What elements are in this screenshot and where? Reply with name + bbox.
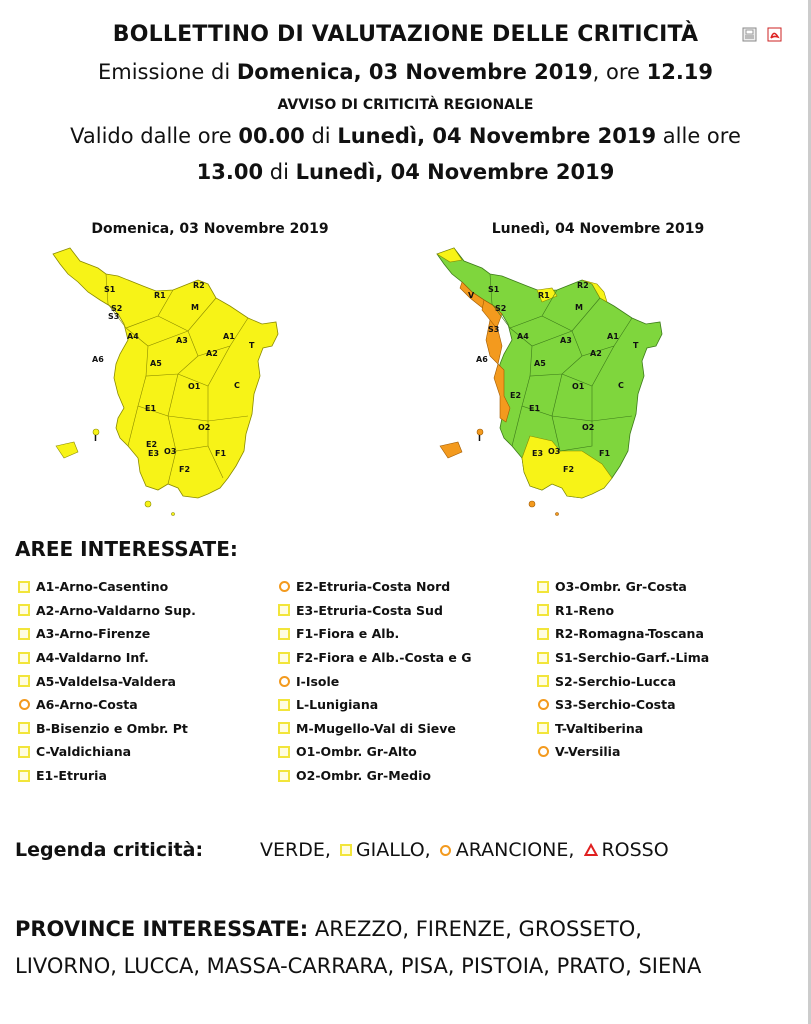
area-item-label: I-Isole — [296, 673, 340, 689]
area-item-label: C-Valdichiana — [36, 744, 132, 760]
area-item — [278, 599, 472, 623]
area-item — [18, 599, 196, 623]
area-item-label: S1-Serchio-Garf.-Lima — [555, 650, 710, 666]
svg-text:A2: A2 — [206, 349, 218, 358]
area-item — [18, 740, 196, 764]
area-item-label: O1-Ombr. Gr-Alto — [296, 744, 417, 760]
area-item — [537, 717, 709, 741]
red-triangle-icon — [584, 843, 598, 857]
pdf-icon[interactable] — [766, 26, 783, 43]
svg-text:S2: S2 — [495, 304, 507, 313]
island-giannutri — [172, 513, 175, 516]
area-item-label: A6-Arno-Costa — [36, 697, 138, 713]
yellow-square-icon — [537, 628, 549, 640]
yellow-square-icon — [278, 652, 290, 664]
area-item — [18, 693, 196, 717]
yellow-square-icon — [18, 604, 30, 616]
svg-text:S2: S2 — [111, 304, 123, 313]
svg-text:C: C — [234, 381, 240, 390]
svg-text:A6: A6 — [92, 355, 104, 364]
area-item-label: E2-Etruria-Costa Nord — [296, 579, 451, 595]
orange-circle-icon — [537, 746, 549, 758]
svg-text:S3: S3 — [108, 312, 120, 321]
area-item — [18, 622, 196, 646]
area-item — [537, 599, 709, 623]
area-item-label: A4-Valdarno Inf. — [36, 650, 149, 666]
svg-text:R2: R2 — [193, 281, 205, 290]
svg-text:S1: S1 — [488, 285, 500, 294]
svg-text:F2: F2 — [563, 465, 575, 474]
island-giannutri — [556, 513, 559, 516]
svg-text:E2: E2 — [510, 391, 522, 400]
area-item-label: V-Versilia — [555, 744, 621, 760]
svg-text:O1: O1 — [188, 382, 201, 391]
page-title: BOLLETTINO DI VALUTAZIONE DELLE CRITICITÀ — [112, 22, 699, 47]
area-item-label: A5-Valdelsa-Valdera — [36, 673, 176, 689]
area-item-label: L-Lunigiana — [296, 697, 379, 713]
svg-text:E1: E1 — [529, 404, 541, 413]
svg-text:E1: E1 — [145, 404, 157, 413]
area-item — [537, 669, 709, 693]
area-item-label: O2-Ombr. Gr-Medio — [296, 768, 431, 784]
svg-text:T: T — [249, 341, 255, 350]
emission-line: Emissione di Domenica, 03 Novembre 2019, ore 12.19 — [97, 60, 714, 84]
legend-label: Legenda criticità: — [15, 839, 204, 861]
area-item-label: E1-Etruria — [36, 768, 107, 784]
area-item-label: O3-Ombr. Gr-Costa — [555, 579, 687, 595]
svg-text:A3: A3 — [560, 336, 572, 345]
svg-text:V: V — [468, 291, 475, 300]
yellow-square-icon — [18, 770, 30, 782]
svg-text:R2: R2 — [577, 281, 589, 290]
left-map — [48, 246, 288, 521]
area-item-label: A1-Arno-Casentino — [36, 579, 169, 595]
svg-text:O2: O2 — [198, 423, 211, 432]
svg-text:A5: A5 — [150, 359, 162, 368]
area-item — [537, 740, 709, 764]
yellow-square-icon — [278, 699, 290, 711]
svg-text:F2: F2 — [179, 465, 191, 474]
validity-line-1: Valido dalle ore 00.00 di Lunedì, 04 Novembre 2019 alle ore — [70, 124, 741, 148]
orange-circle-icon — [278, 675, 290, 687]
legend-arancione: ARANCIONE, — [455, 839, 575, 861]
area-item — [278, 740, 472, 764]
orange-circle-icon — [278, 581, 290, 593]
island-elba — [56, 442, 78, 458]
area-item — [537, 693, 709, 717]
svg-text:M: M — [191, 303, 199, 312]
area-item-label: F1-Fiora e Alb. — [296, 626, 400, 642]
print-icon[interactable] — [741, 26, 758, 43]
area-item-label: A3-Arno-Firenze — [36, 626, 151, 642]
yellow-square-icon — [537, 675, 549, 687]
svg-text:E3: E3 — [148, 449, 160, 458]
area-item — [278, 669, 472, 693]
yellow-square-icon — [278, 770, 290, 782]
province-list: AREZZO, FIRENZE, GROSSETO, LIVORNO, LUCCA, MASSA-CARRARA, PISA, PISTOIA, PRATO, SIENA — [15, 917, 702, 978]
area-item — [537, 575, 709, 599]
svg-text:F1: F1 — [599, 449, 611, 458]
area-item-label: R1-Reno — [555, 602, 615, 618]
svg-text:I: I — [478, 434, 481, 443]
yellow-square-icon — [278, 722, 290, 734]
svg-text:S1: S1 — [104, 285, 116, 294]
yellow-square-icon — [278, 746, 290, 758]
svg-text:O3: O3 — [548, 447, 561, 456]
area-item — [18, 717, 196, 741]
svg-text:S3: S3 — [488, 325, 500, 334]
area-item — [537, 646, 709, 670]
right-map-title: Lunedì, 04 Novembre 2019 — [491, 221, 705, 237]
left-map-title: Domenica, 03 Novembre 2019 — [91, 221, 329, 237]
aree-column-2 — [278, 575, 472, 787]
svg-text:M: M — [575, 303, 583, 312]
svg-text:I: I — [94, 434, 97, 443]
legend-verde: VERDE, — [260, 839, 331, 861]
area-item-label: R2-Romagna-Toscana — [555, 626, 704, 642]
aree-column-1 — [18, 575, 196, 787]
orange-circle-icon — [18, 699, 30, 711]
orange-circle-icon — [440, 844, 452, 856]
yellow-square-icon — [537, 581, 549, 593]
svg-text:E3: E3 — [532, 449, 544, 458]
island-giglio — [529, 501, 535, 507]
area-item — [278, 717, 472, 741]
svg-text:O2: O2 — [582, 423, 595, 432]
area-item-label: E3-Etruria-Costa Sud — [296, 602, 443, 618]
legend-rosso: ROSSO — [601, 839, 669, 861]
yellow-square-icon — [537, 722, 549, 734]
area-item — [18, 575, 196, 599]
svg-text:E2: E2 — [146, 440, 158, 449]
yellow-square-icon — [18, 652, 30, 664]
legend-giallo: GIALLO, — [355, 839, 431, 861]
yellow-square-icon — [18, 675, 30, 687]
island-elba — [440, 442, 462, 458]
yellow-square-icon — [537, 652, 549, 664]
province-section — [15, 911, 715, 985]
validity-line-2: 13.00 di Lunedì, 04 Novembre 2019 — [196, 160, 615, 184]
yellow-square-icon — [537, 604, 549, 616]
svg-text:R1: R1 — [154, 291, 166, 300]
svg-text:A5: A5 — [534, 359, 546, 368]
tuscany-shape — [53, 248, 278, 498]
yellow-square-icon — [278, 604, 290, 616]
svg-text:T: T — [633, 341, 639, 350]
svg-text:O3: O3 — [164, 447, 177, 456]
yellow-square-icon — [18, 722, 30, 734]
svg-text:A3: A3 — [176, 336, 188, 345]
svg-text:A1: A1 — [607, 332, 619, 341]
yellow-square-icon — [278, 628, 290, 640]
orange-circle-icon — [537, 699, 549, 711]
svg-text:A1: A1 — [223, 332, 235, 341]
right-map — [432, 246, 672, 521]
area-item — [18, 669, 196, 693]
area-item-label: F2-Fiora e Alb.-Costa e G — [296, 650, 472, 666]
legend — [15, 839, 669, 861]
area-item-label: S3-Serchio-Costa — [555, 697, 676, 713]
svg-text:R1: R1 — [538, 291, 550, 300]
subtitle: AVVISO DI CRITICITÀ REGIONALE — [277, 97, 534, 113]
area-item-label: B-Bisenzio e Ombr. Pt — [36, 720, 188, 736]
area-item — [537, 622, 709, 646]
area-item-label: A2-Arno-Valdarno Sup. — [36, 602, 196, 618]
area-item — [278, 622, 472, 646]
area-item-label: T-Valtiberina — [555, 720, 644, 736]
svg-text:A4: A4 — [517, 332, 529, 341]
svg-text:A4: A4 — [127, 332, 139, 341]
area-item — [278, 693, 472, 717]
svg-text:F1: F1 — [215, 449, 227, 458]
area-item-label: M-Mugello-Val di Sieve — [296, 720, 456, 736]
aree-heading: AREE INTERESSATE: — [15, 537, 238, 561]
svg-text:C: C — [618, 381, 624, 390]
island-giglio — [145, 501, 151, 507]
aree-column-3 — [537, 575, 709, 764]
yellow-square-icon — [18, 628, 30, 640]
province-label: PROVINCE INTERESSATE: — [15, 917, 309, 941]
area-item — [278, 764, 472, 788]
area-item — [278, 575, 472, 599]
yellow-square-icon — [18, 581, 30, 593]
svg-text:O1: O1 — [572, 382, 585, 391]
area-item-label: S2-Serchio-Lucca — [555, 673, 677, 689]
area-item — [18, 764, 196, 788]
yellow-square-icon — [340, 844, 352, 856]
svg-text:A6: A6 — [476, 355, 488, 364]
yellow-square-icon — [18, 746, 30, 758]
area-item — [18, 646, 196, 670]
area-item — [278, 646, 472, 670]
svg-text:A2: A2 — [590, 349, 602, 358]
